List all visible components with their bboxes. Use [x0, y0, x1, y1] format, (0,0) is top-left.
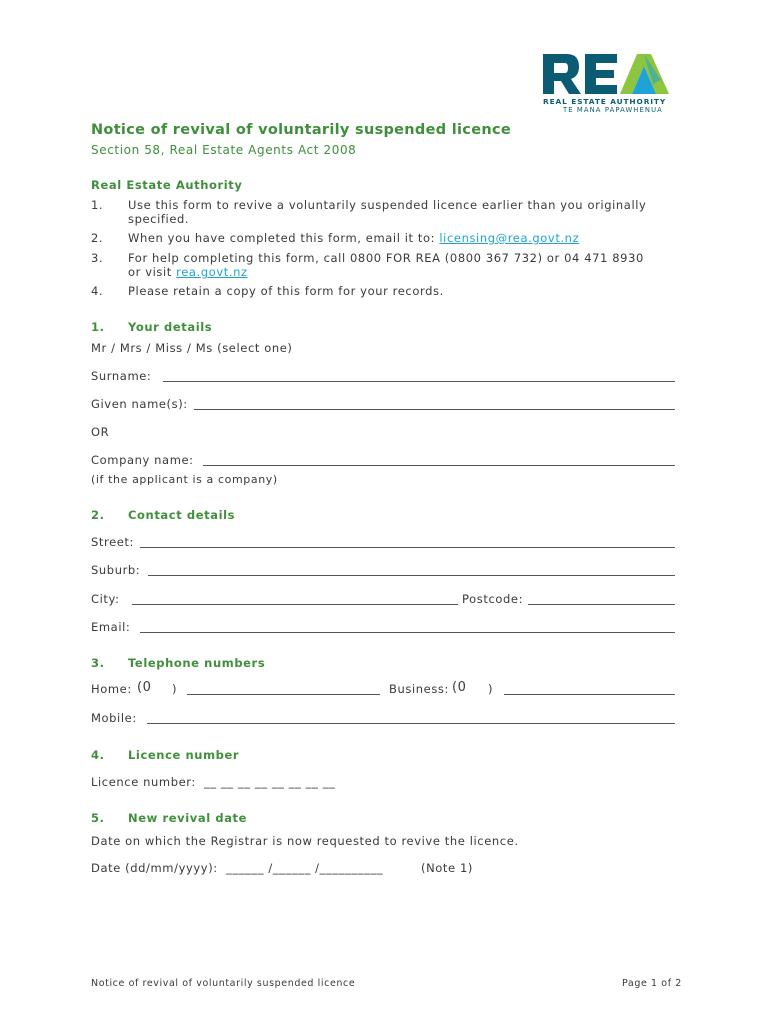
intro-item-4-text: Please retain a copy of this form for your records.: [128, 284, 444, 298]
intro-item-1-line1: Use this form to revive a voluntarily suspended licence earlier than you originally: [128, 198, 647, 212]
date-field[interactable]: ______ /______ /__________: [226, 861, 384, 875]
intro-item-3-line2: [128, 265, 248, 279]
intro-heading: Real Estate Authority: [91, 178, 243, 192]
company-name-label: Company name:: [91, 453, 194, 467]
intro-item-3-prefix: or visit: [128, 265, 177, 279]
business-area-code-open: (0: [452, 680, 467, 695]
city-field[interactable]: [132, 604, 458, 605]
intro-item-3-line1: For help completing this form, call 0800 FOR REA (0800 367 732) or 04 471 8930: [128, 251, 644, 265]
section5-number: 5.: [91, 811, 105, 825]
footer-title: Notice of revival of voluntarily suspended licence: [91, 978, 356, 989]
section3-heading: Telephone numbers: [128, 656, 266, 670]
licence-number-field[interactable]: __ __ __ __ __ __ __ __: [204, 775, 336, 789]
street-label: Street:: [91, 535, 135, 549]
street-field[interactable]: [140, 547, 675, 548]
rea-logo: [541, 52, 681, 116]
mobile-label: Mobile:: [91, 711, 137, 725]
home-area-code-open: (0: [137, 680, 152, 695]
given-name-label: Given name(s):: [91, 397, 188, 411]
section3-number: 3.: [91, 656, 105, 670]
section1-heading: Your details: [128, 320, 213, 334]
intro-item-2-text: [128, 231, 579, 245]
given-name-field[interactable]: [194, 409, 675, 410]
surname-field[interactable]: [163, 381, 675, 382]
revival-date-description: Date on which the Registrar is now requested to revive the licence.: [91, 834, 519, 848]
surname-label: Surname:: [91, 369, 152, 383]
intro-item-4: [91, 284, 119, 298]
business-area-code-close: ): [488, 682, 494, 696]
business-phone-field[interactable]: [504, 694, 675, 695]
city-label: City:: [91, 592, 120, 606]
section1-number: 1.: [91, 320, 105, 334]
home-phone-label: Home:: [91, 682, 132, 696]
company-name-field[interactable]: [203, 465, 675, 466]
item-number: 2.: [91, 231, 104, 245]
business-phone-label: Business:: [389, 682, 449, 696]
email-link[interactable]: licensing@rea.govt.nz: [439, 231, 580, 245]
logo-line1: REAL ESTATE AUTHORITY: [543, 97, 667, 106]
suburb-label: Suburb:: [91, 563, 141, 577]
company-note: (if the applicant is a company): [91, 473, 278, 486]
home-area-code-close: ): [172, 682, 178, 696]
intro-item-2-label: When you have completed this form, email it to:: [128, 231, 440, 245]
section2-number: 2.: [91, 508, 105, 522]
section2-heading: Contact details: [128, 508, 236, 522]
section4-number: 4.: [91, 748, 105, 762]
email-field[interactable]: [140, 632, 675, 633]
page-subtitle: Section 58, Real Estate Agents Act 2008: [91, 143, 357, 157]
licence-number-label: Licence number:: [91, 775, 196, 789]
postcode-field[interactable]: [528, 604, 675, 605]
item-number: 1.: [91, 198, 104, 212]
section5-heading: New revival date: [128, 811, 248, 825]
mobile-field[interactable]: [147, 723, 675, 724]
date-label: Date (dd/mm/yyyy):: [91, 861, 218, 875]
email-label: Email:: [91, 620, 131, 634]
logo-line2: TE MANA PAPAWHENUA: [563, 106, 663, 114]
intro-item-1-line2: specified.: [128, 212, 190, 226]
title-select-label: Mr / Mrs / Miss / Ms (select one): [91, 341, 293, 355]
intro-item-1: [91, 198, 119, 212]
intro-item-3: [91, 251, 119, 265]
page-number: Page 1 of 2: [622, 978, 682, 989]
intro-item-2: [91, 231, 119, 245]
suburb-field[interactable]: [148, 575, 675, 576]
postcode-label: Postcode:: [462, 592, 524, 606]
date-note: (Note 1): [421, 861, 473, 875]
home-phone-field[interactable]: [187, 694, 380, 695]
or-label: OR: [91, 425, 110, 439]
item-number: 3.: [91, 251, 104, 265]
page-title: Notice of revival of voluntarily suspended licence: [91, 122, 511, 138]
website-link[interactable]: rea.govt.nz: [176, 265, 248, 279]
item-number: 4.: [91, 284, 104, 298]
section4-heading: Licence number: [128, 748, 240, 762]
